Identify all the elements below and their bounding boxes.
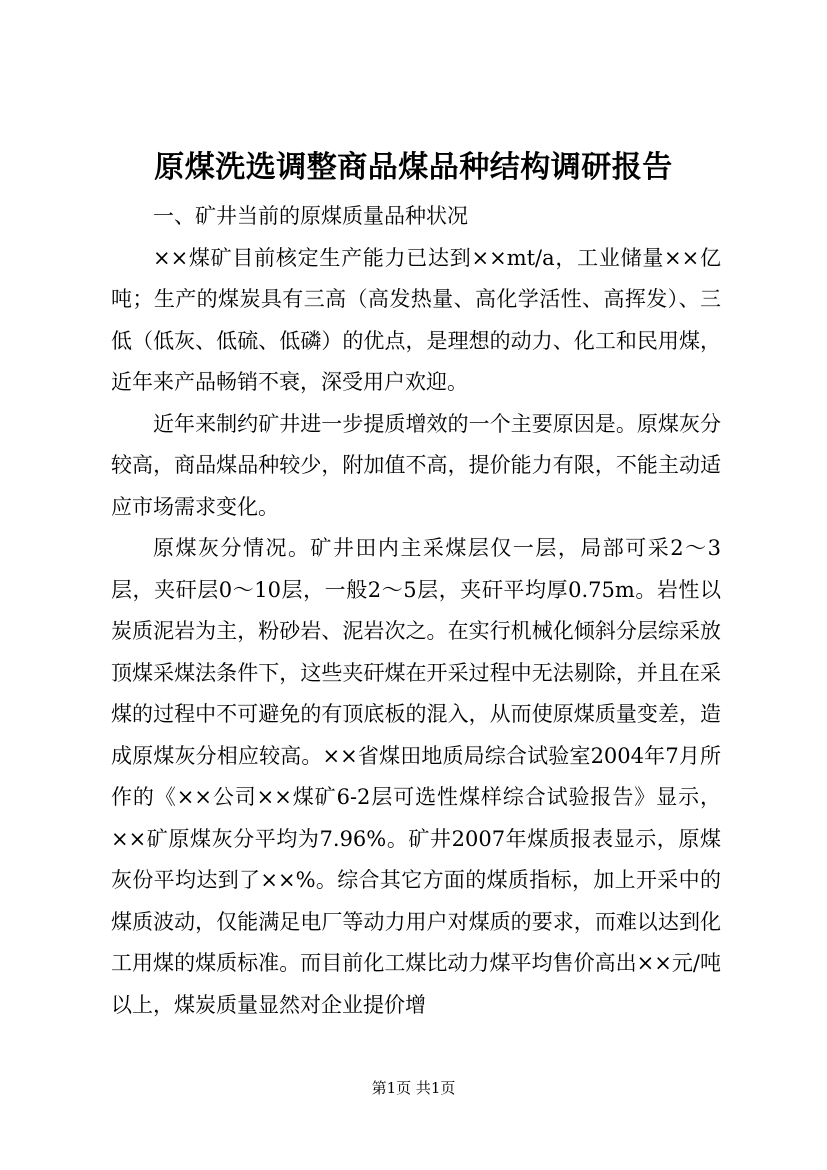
body-paragraph: ××煤矿目前核定生产能力已达到××mt/a，工业储量××亿吨；生产的煤炭具有三高（高发热量、高化学活性、高挥发）、三低（低灰、低硫、低磷）的优点，是理想的动力、化工和民用煤，近年来产品畅销不衰，深受用户欢迎。 [111,245,721,394]
body-paragraph: 原煤灰分情况。矿井田内主采煤层仅一层，局部可采2～3层，夹矸层0～10层，一般2～5层，夹矸平均厚0.75m。岩性以炭质泥岩为主，粉砂岩、泥岩次之。在实行机械化倾斜分层综采放顶煤采煤法条件下，这些夹矸煤在开采过程中无法剔除，并且在采煤的过程中不可避免的有顶底板的混入，从而使原煤质量变差，造成原煤灰分相应较高。××省煤田地质局综合试验室2004年7月所作的《××公司××煤矿6-2层可选性煤样综合试验报告》显示，××矿原煤灰分平均为7.96%。矿井2007年煤质报表显示，原煤灰份平均达到了××%。综合其它方面的煤质指标，加上开采中的煤质波动，仅能满足电厂等动力用户对煤质的要求，而难以达到化工用煤的煤质标准。而目前化工煤比动力煤平均售价高出××元/吨以上，煤炭质量显然对企业提价增 [111,536,721,1017]
document-body [111,196,721,1026]
document-title: 原煤洗选调整商品煤品种结构调研报告 [154,150,673,185]
section-heading: 一、矿井当前的原煤质量品种状况 [153,204,468,228]
page-footer: 第1页 共1页 [371,1079,456,1097]
body-paragraph: 近年来制约矿井进一步提质增效的一个主要原因是。原煤灰分较高，商品煤品种较少，附加值不高，提价能力有限，不能主动适应市场需求变化。 [111,411,721,519]
